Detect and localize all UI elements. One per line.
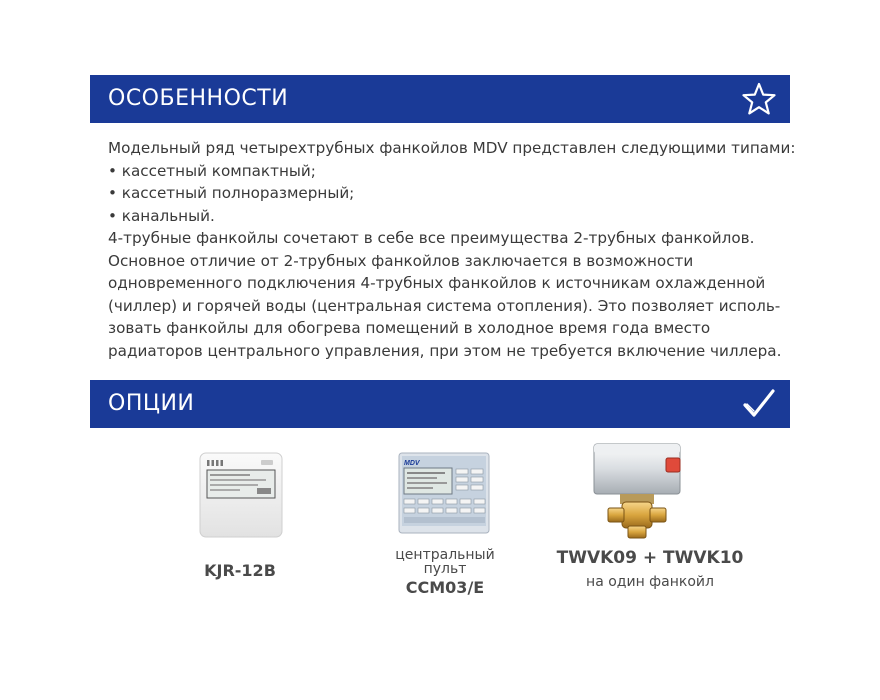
option-twvk — [545, 440, 755, 589]
text-line: Основное отличие от 2-трубных фанкойлов заключается в возможности — [108, 251, 694, 270]
option-caption: на один фанкойл — [586, 574, 714, 590]
text-line: 4-трубные фанкойлы сочетают в себе все преимущества 2-трубных фанкойлов. — [108, 229, 755, 247]
option-name: TWVK09 + TWVK10 — [556, 548, 744, 568]
option-kjr12b — [190, 452, 290, 580]
text-line: • кассетный компактный; — [108, 161, 316, 180]
mdv-logo-text: MDV — [404, 460, 420, 467]
text-line: радиаторов центрального управления, при этом не требуется включение чиллера. — [108, 341, 782, 360]
star-icon — [742, 82, 776, 116]
text-line: зовать фанкойлы для обогрева помещений в холодное время года вместо — [108, 319, 711, 337]
features-header — [90, 75, 790, 123]
option-name: KJR-12B — [204, 561, 276, 580]
checkmark-icon — [742, 387, 776, 421]
features-text — [108, 137, 798, 362]
text-line: • канальный. — [108, 206, 215, 225]
text-line: одновременного подключения 4-трубных фанкойлов к источникам охлажденной — [108, 274, 766, 292]
option-name: CCM03/E — [405, 578, 485, 597]
text-line: Модельный ряд четырехтрубных фанкойлов MDV представлен следующими типами: — [108, 139, 796, 157]
text-line: • кассетный полноразмерный; — [108, 184, 355, 202]
option-ccm03e — [380, 452, 510, 597]
features-title: ОСОБЕННОСТИ — [108, 86, 289, 111]
options-title: ОПЦИИ — [108, 391, 195, 416]
text-line: (чиллер) и горячей воды (центральная система отопления). Это позволяет исполь- — [108, 296, 781, 315]
option-caption: центральный пульт — [395, 547, 495, 577]
options-header — [90, 380, 790, 428]
